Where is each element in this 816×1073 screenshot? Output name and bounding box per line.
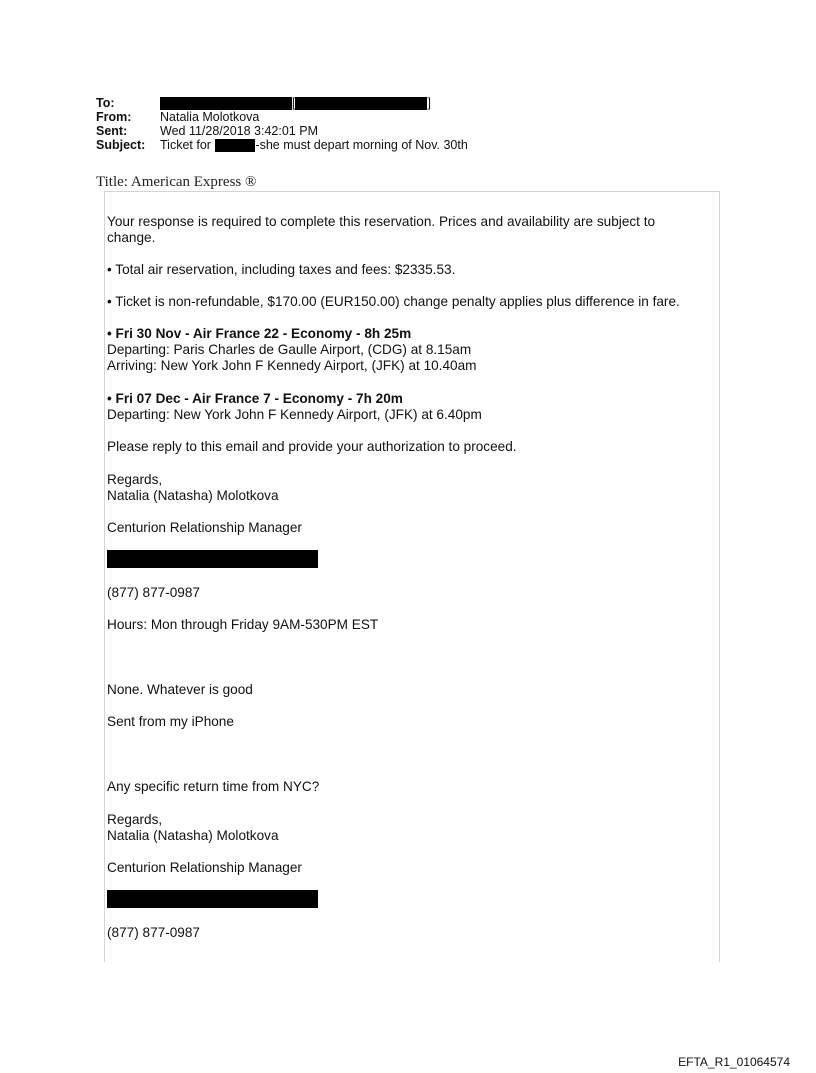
signature-title: Centurion Relationship Manager xyxy=(107,860,302,875)
document-title: Title: American Express ® xyxy=(96,174,257,190)
sent-row xyxy=(96,124,516,138)
phone-number: (877) 877-0987 xyxy=(107,585,200,600)
sent-from-line: Sent from my iPhone xyxy=(107,714,234,729)
total-bullet: • Total air reservation, including taxes and fees: $2335.53. xyxy=(107,262,456,277)
redaction-block xyxy=(107,550,318,568)
from-label: From: xyxy=(96,110,132,124)
from-value: Natalia Molotkova xyxy=(160,110,260,124)
redaction-block xyxy=(107,890,318,908)
flight2-heading: • Fri 07 Dec - Air France 7 - Economy - 7h 20m xyxy=(107,391,403,406)
office-hours: Hours: Mon through Friday 9AM-530PM EST xyxy=(107,617,379,632)
redaction-block xyxy=(160,97,292,110)
sent-label: Sent: xyxy=(96,124,128,138)
email-header xyxy=(96,96,516,160)
flight2-depart: Departing: New York John F Kennedy Airport, (JFK) at 6.40pm xyxy=(107,407,482,422)
subject-prefix: Ticket for xyxy=(160,138,211,152)
reply-text: None. Whatever is good xyxy=(107,682,253,697)
to-bracket-close: ] xyxy=(427,96,431,110)
from-row xyxy=(96,110,516,124)
subject-row xyxy=(96,138,516,152)
flight1-arrive: Arriving: New York John F Kennedy Airport, (JFK) at 10.40am xyxy=(107,358,477,373)
flight1-depart: Departing: Paris Charles de Gaulle Airport, (CDG) at 8.15am xyxy=(107,342,472,357)
subject-value xyxy=(160,138,468,152)
ticket-bullet: • Ticket is non-refundable, $170.00 (EUR150.00) change penalty applies plus difference in fare. xyxy=(107,294,680,309)
intro-line: change. xyxy=(107,230,156,245)
signature-title: Centurion Relationship Manager xyxy=(107,520,302,535)
document-id: EFTA_R1_01064574 xyxy=(678,1055,790,1069)
to-label: To: xyxy=(96,96,115,110)
sent-value: Wed 11/28/2018 3:42:01 PM xyxy=(160,124,318,138)
redaction-block xyxy=(295,97,427,110)
regards: Regards, xyxy=(107,812,163,827)
to-bracket-open: [ xyxy=(292,96,296,110)
reply-request: Please reply to this email and provide your authorization to proceed. xyxy=(107,439,517,454)
signature-name: Natalia (Natasha) Molotkova xyxy=(107,828,279,843)
flight1-heading: • Fri 30 Nov - Air France 22 - Economy - 8h 25m xyxy=(107,326,412,341)
question-text: Any specific return time from NYC? xyxy=(107,779,320,794)
subject-suffix: -she must depart morning of Nov. 30th xyxy=(255,138,468,152)
to-value xyxy=(160,96,431,110)
redaction-block xyxy=(215,139,255,152)
signature-name: Natalia (Natasha) Molotkova xyxy=(107,488,279,503)
to-row xyxy=(96,96,516,110)
phone-number: (877) 877-0987 xyxy=(107,925,200,940)
regards: Regards, xyxy=(107,472,163,487)
intro-line: Your response is required to complete this reservation. Prices and availability are subject to xyxy=(107,214,656,229)
subject-label: Subject: xyxy=(96,138,146,152)
